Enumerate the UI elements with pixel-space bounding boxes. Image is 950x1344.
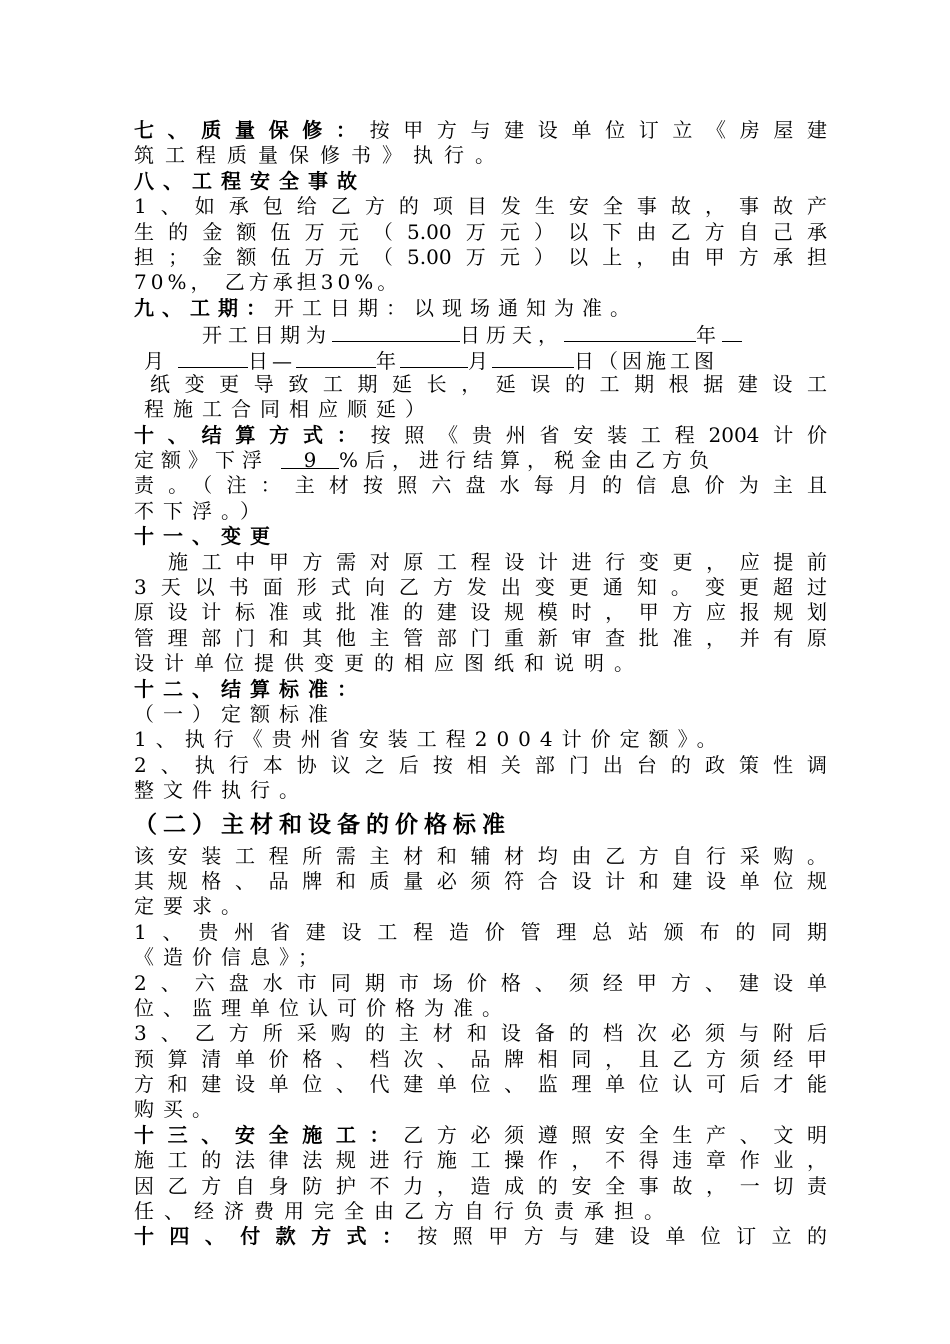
section-12-para-1-line-2: 其规格、品牌和质量必须符合设计和建设单位规 xyxy=(134,868,827,893)
section-9-line-1 xyxy=(134,296,827,321)
section-10-heading: 十、结算方式： xyxy=(134,422,371,447)
section-9-line-3 xyxy=(134,347,827,372)
section-11-line-3: 原设计标准或批准的建设规模时，甲方应报规划 xyxy=(134,600,827,625)
section-11-line-2: 3天以书面形式向乙方发出变更通知。变更超过 xyxy=(134,575,827,600)
day-note: 日（因施工图 xyxy=(574,348,718,373)
section-14-text: 按照甲方与建设单位订立的 xyxy=(417,1224,828,1249)
section-7-line-2: 筑工程质量保修书》执行。 xyxy=(134,143,506,168)
start-date-label: 开工日期为 xyxy=(202,323,332,348)
section-13-line-3: 因乙方自身防护不力，造成的安全事故，一切责 xyxy=(134,1173,827,1198)
section-12-para-2-line-2: 《造价信息》； xyxy=(134,945,327,970)
section-12-sub-2-heading: （二）主材和设备的价格标准 xyxy=(134,810,511,838)
section-13-line-4: 任、经济费用完全由乙方自行负责承担。 xyxy=(134,1199,674,1224)
section-11-line-5: 设计单位提供变更的相应图纸和说明。 xyxy=(134,651,644,676)
day-blank-2 xyxy=(492,347,574,368)
section-8-line-4: 70%， 乙方承担30%。 xyxy=(134,270,402,295)
month-label-2: 月 xyxy=(468,348,492,373)
section-12-para-3-line-2: 位、监理单位认可价格为准。 xyxy=(134,995,511,1020)
document-page xyxy=(134,118,827,1250)
section-7-text: 按甲方与建设单位订立《房屋建 xyxy=(369,118,828,142)
year-blank-2 xyxy=(296,347,376,368)
day-blank-1 xyxy=(178,347,248,368)
section-12-para-4-line-4: 购买。 xyxy=(134,1097,221,1122)
day-to-label: 日— xyxy=(248,348,296,373)
section-12-para-1-line-3: 定要求。 xyxy=(134,894,250,919)
discount-value: 9 xyxy=(281,448,339,469)
section-12-para-4-line-3: 方和建设单位、代建单位、监理单位认可后才能 xyxy=(134,1072,827,1097)
section-13-text: 乙方必须遵照安全生产、文明 xyxy=(403,1122,828,1147)
section-14-heading: 十四、付款方式： xyxy=(134,1224,418,1249)
section-12-para-1-line-1: 该安装工程所需主材和辅材均由乙方自行采购。 xyxy=(134,843,827,868)
section-10-line-1 xyxy=(134,423,827,448)
section-7-line-1 xyxy=(134,118,827,143)
section-12-para-4-line-2: 预算清单价格、档次、品牌相同，且乙方须经甲 xyxy=(134,1046,827,1071)
start-date-blank xyxy=(332,321,460,342)
calendar-days-blank xyxy=(564,321,696,342)
section-8-line-3: 担；金额伍万元（5.00万元）以上，由甲方承担 xyxy=(134,244,827,269)
section-12-item-1: 1、执行《贵州省安装工程2004计价定额》。 xyxy=(134,727,726,752)
section-10-text-b: %后，进行结算，税金由乙方负 xyxy=(339,448,717,473)
section-9-line-5: 程施工合同相应顺延） xyxy=(144,397,434,422)
section-12-para-2-line-1: 1、贵州省建设工程造价管理总站颁布的同期 xyxy=(134,919,827,944)
section-10-line-4: 不下浮。） xyxy=(134,498,269,523)
section-12-heading: 十二、结算标准： xyxy=(134,676,366,701)
section-13-heading: 十三、安全施工： xyxy=(134,1122,404,1147)
section-11-heading: 十一、变更 xyxy=(134,524,279,549)
section-7-heading: 七、质量保修： xyxy=(134,118,370,142)
month-label-1: 月 xyxy=(144,348,168,373)
section-12-para-3-line-1: 2、六盘水市同期市场价格、须经甲方、建设单 xyxy=(134,970,827,995)
section-11-line-1: 施工中甲方需对原工程设计进行变更，应提前 xyxy=(168,549,827,574)
calendar-days-label: 日历天， xyxy=(460,323,564,348)
section-13-line-1 xyxy=(134,1123,827,1148)
section-12-sub-1: （一）定额标准 xyxy=(134,701,337,726)
year-label-2: 年 xyxy=(376,348,400,373)
section-10-line-3: 责。（注：主材按照六盘水每月的信息价为主且 xyxy=(134,473,827,498)
year-label: 年 xyxy=(696,323,722,348)
section-9-line-2 xyxy=(134,321,827,346)
section-8-line-1: 1、如承包给乙方的项目发生安全事故，事故产 xyxy=(134,194,827,219)
section-12-item-2-line-1: 2、执行本协议之后按相关部门出台的政策性调 xyxy=(134,752,827,777)
section-9-line-4: 纸变更导致工期延长，延误的工期根据建设工 xyxy=(150,371,827,396)
section-10-text-a: 定额》下浮 xyxy=(134,448,269,473)
section-12-para-4-line-1: 3、乙方所采购的主材和设备的档次必须与附后 xyxy=(134,1021,827,1046)
month-blank-2 xyxy=(400,347,468,368)
section-14-line-1 xyxy=(134,1224,827,1249)
section-13-line-2: 施工的法律法规进行施工操作，不得违章作业， xyxy=(134,1148,827,1173)
section-9-heading: 九、工期： xyxy=(134,295,274,320)
section-12-item-2-line-2: 整文件执行。 xyxy=(134,778,308,803)
year-blank-1 xyxy=(722,321,742,342)
section-10-line-2 xyxy=(134,448,827,473)
section-10-text: 按照《贵州省安装工程2004计价 xyxy=(370,422,827,447)
section-9-text: 开工日期：以现场通知为准。 xyxy=(274,295,638,320)
section-8-heading: 八、工程安全事故 xyxy=(134,168,366,193)
section-8-line-2: 生的金额伍万元（5.00万元）以下由乙方自己承 xyxy=(134,219,827,244)
section-11-line-4: 管理部门和其他主管部门重新审查批准，并有原 xyxy=(134,625,827,650)
